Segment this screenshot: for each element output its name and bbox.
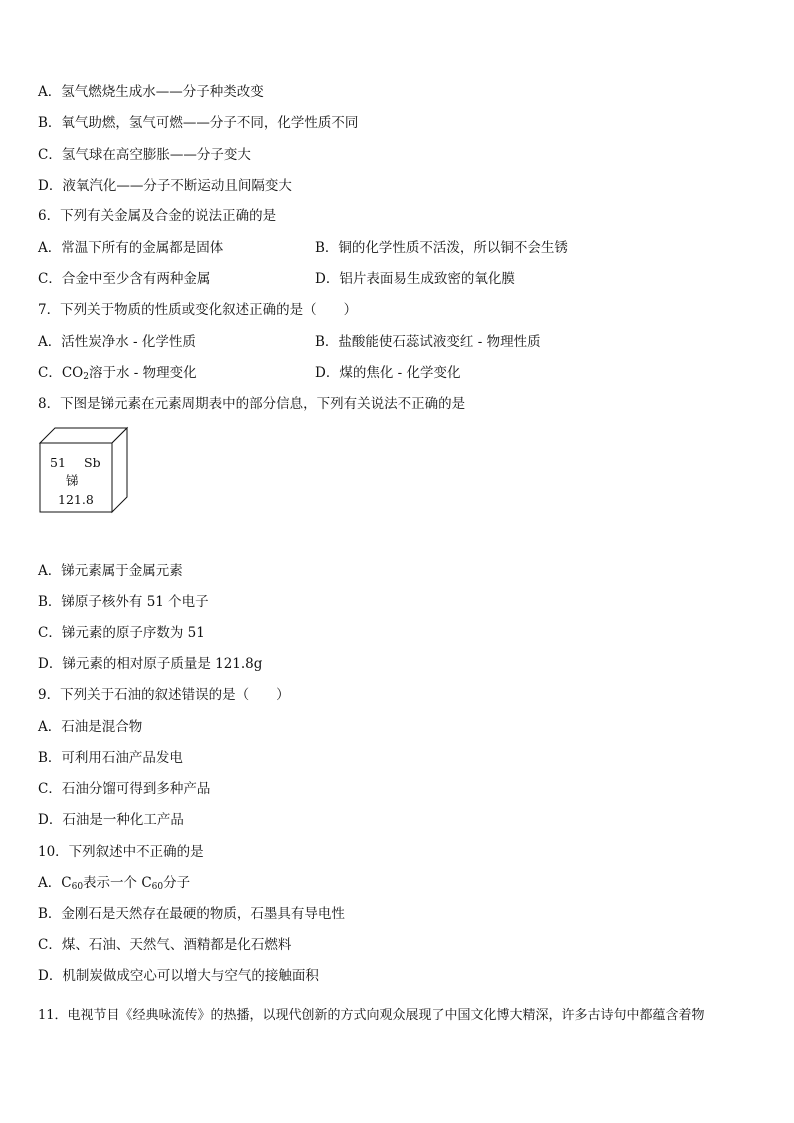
q10-option-c: C．煤、石油、天然气、酒精都是化石燃料 [38,937,292,953]
q6-option-d: D．铝片表面易生成致密的氧化膜 [315,271,515,287]
atomic-number: 51 [50,455,66,470]
q6-stem: 6．下列有关金属及合金的说法正确的是 [38,208,277,224]
q8-option-a: A．锑元素属于金属元素 [38,563,183,579]
q8-option-c: C．锑元素的原子序数为 51 [38,625,205,641]
q9-option-b: B．可利用石油产品发电 [38,750,183,766]
q7-option-b: B．盐酸能使石蕊试液变红 - 物理性质 [315,334,541,350]
q9-option-c: C．石油分馏可得到多种产品 [38,781,211,797]
q6-option-b: B．铜的化学性质不活泼，所以铜不会生锈 [315,240,568,256]
q10-option-b: B．金刚石是天然存在最硬的物质，石墨具有导电性 [38,906,345,922]
q9-option-d: D．石油是一种化工产品 [38,812,184,828]
q5-option-d: D．液氧汽化——分子不断运动且间隔变大 [38,178,292,194]
q8-option-b: B．锑原子核外有 51 个电子 [38,594,209,610]
q10-stem: 10．下列叙述中不正确的是 [38,844,204,860]
q10-option-a: A．$C_{60}$表示一个 $C_{60}$分子 [38,875,191,892]
q6-option-a: A．常温下所有的金属都是固体 [38,240,224,256]
q7-option-a: A．活性炭净水 - 化学性质 [38,334,196,350]
periodic-table-cell [38,426,130,514]
q10-option-d: D．机制炭做成空心可以增大与空气的接触面积 [38,968,319,984]
q9-option-a: A．石油是混合物 [38,719,143,735]
q5-option-c: C．氢气球在高空膨胀——分子变大 [38,147,251,163]
q7-stem: 7．下列关于物质的性质或变化叙述正确的是（ ） [38,302,358,318]
q9-stem: 9．下列关于石油的叙述错误的是（ ） [38,687,290,703]
q8-option-d: D．锑元素的相对原子质量是 121.8g [38,656,263,672]
atomic-mass: 121.8 [58,492,94,507]
q6-option-c: C．合金中至少含有两种金属 [38,271,211,287]
q7-option-d: D．煤的焦化 - 化学变化 [315,365,461,381]
q5-option-b: B．氧气助燃，氢气可燃——分子不同，化学性质不同 [38,115,359,131]
element-symbol: Sb [84,455,101,470]
q5-option-a: A．氢气燃烧生成水——分子种类改变 [38,84,264,100]
element-name: 锑 [66,473,79,488]
q11-stem: 11．电视节目《经典咏流传》的热播，以现代创新的方式向观众展现了中国文化博大精深，许多古诗句中都蕴含着物 [38,1008,705,1023]
q8-stem: 8．下图是锑元素在元素周期表中的部分信息，下列有关说法不正确的是 [38,396,466,412]
q7-option-c: C．$CO_2$溶于水 - 物理变化 [38,365,197,382]
